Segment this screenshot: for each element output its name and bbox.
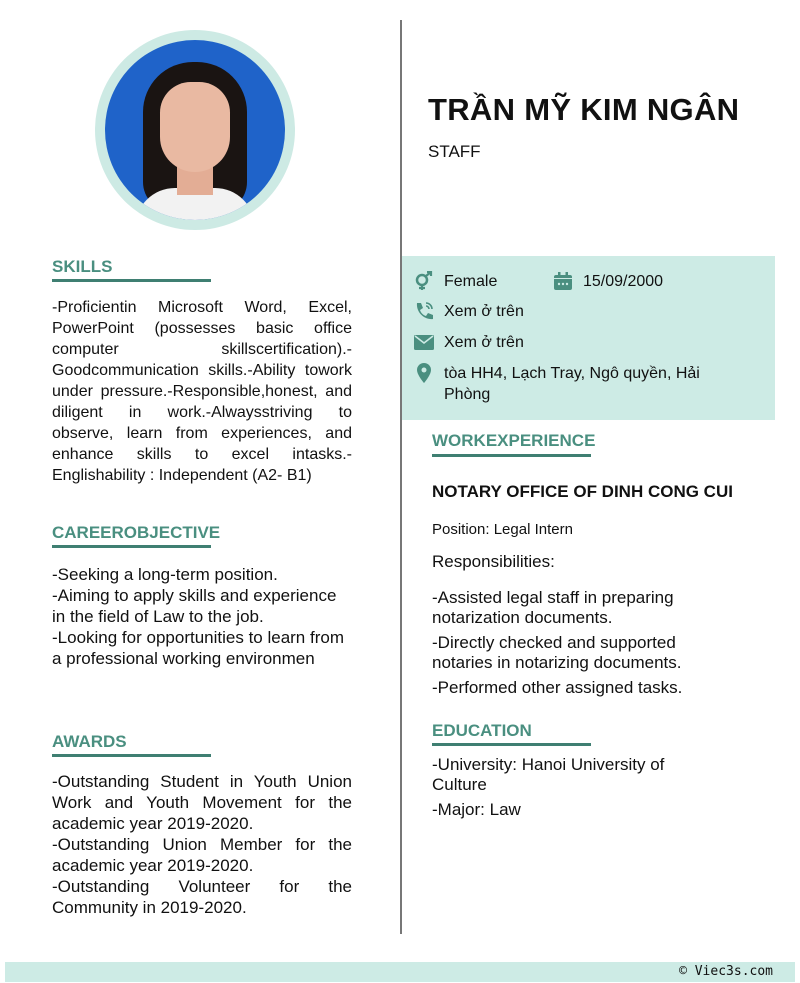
company-name: NOTARY OFFICE OF DINH CONG CUI — [432, 482, 733, 501]
objective-line: -Aiming to apply skills and experience in the field of Law to the job. — [52, 586, 337, 626]
calendar-icon — [553, 271, 573, 291]
awards-heading: AWARDS — [52, 732, 127, 751]
education-heading: EDUCATION — [432, 721, 532, 740]
phone-value: Xem ở trên — [444, 303, 524, 320]
education-item: -University: Hanoi University of Culture — [432, 755, 665, 794]
contact-panel — [402, 256, 775, 420]
awards-underline — [52, 754, 211, 757]
education-underline — [432, 743, 591, 746]
skills-heading: SKILLS — [52, 257, 113, 276]
responsibility-item: -Directly checked and supported notaries in notarizing documents. — [432, 633, 682, 672]
skills-text: -Proficientin Microsoft Word, Excel, PowerPoint (possesses basic office computer skillscertification).-Goodcommunication skills.-Ability towork under pressure.-Responsible,honest, and diligent in work.-Alwaysstriving to observe, learn from experiences, and enhance skills to excel intasks.-Englishability : Independent (A2- B1) — [52, 299, 352, 484]
experience-underline — [432, 454, 591, 457]
location-pin-icon — [414, 363, 434, 383]
avatar — [105, 40, 285, 220]
responsibilities-label: Responsibilities: — [432, 552, 555, 571]
phone-icon — [414, 301, 434, 321]
birthdate-value: 15/09/2000 — [583, 273, 664, 290]
education-item: -Major: Law — [432, 800, 521, 819]
position: Position: Legal Intern — [432, 521, 573, 538]
gender-icon — [414, 271, 434, 291]
award-item: -Outstanding Volunteer for the Community in 2019-2020. — [52, 877, 352, 917]
responsibility-item: -Assisted legal staff in preparing notarization documents. — [432, 588, 674, 627]
gender-value: Female — [444, 273, 498, 290]
responsibility-item: -Performed other assigned tasks. — [432, 678, 683, 697]
objective-line: -Looking for opportunities to learn from a professional working environmen — [52, 628, 344, 668]
address-value: tòa HH4, Lạch Tray, Ngô quyền, Hải Phòng — [444, 365, 700, 403]
footer-credit: © Viec3s.com — [5, 962, 795, 982]
candidate-name: TRẦN MỸ KIM NGÂN — [428, 92, 740, 127]
skills-underline — [52, 279, 211, 282]
email-icon — [414, 332, 434, 352]
objective-underline — [52, 545, 211, 548]
award-item: -Outstanding Student in Youth Union Work and Youth Movement for the academic year 2019-2020. — [52, 772, 352, 833]
email-value: Xem ở trên — [444, 334, 524, 351]
objective-heading: CAREEROBJECTIVE — [52, 523, 221, 542]
column-divider — [400, 20, 402, 934]
candidate-role: STAFF — [428, 142, 481, 161]
award-item: -Outstanding Union Member for the academic year 2019-2020. — [52, 835, 352, 875]
objective-line: -Seeking a long-term position. — [52, 565, 278, 584]
experience-heading: WORKEXPERIENCE — [432, 431, 596, 450]
